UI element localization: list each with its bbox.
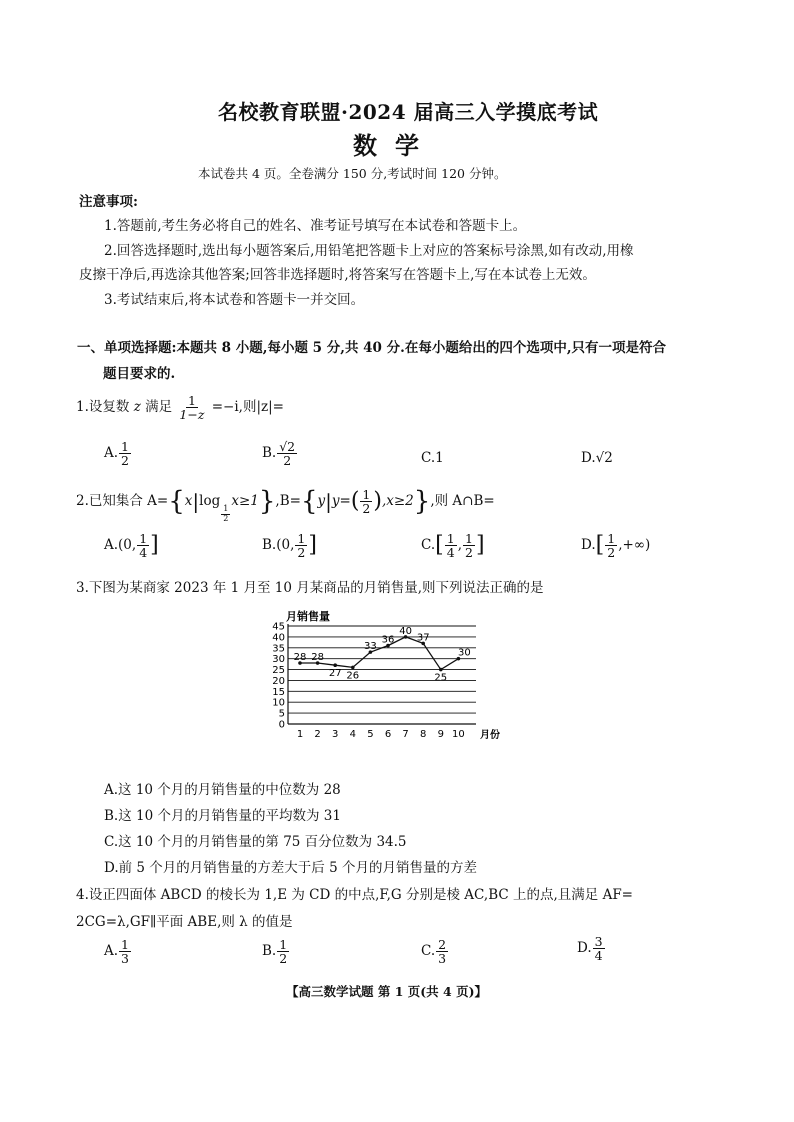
chart-data-label: 27 <box>328 668 342 680</box>
q3-option-c: C.这 10 个月的月销售量的第 75 百分位数为 34.5 <box>104 834 407 850</box>
q2-c-frac2 <box>463 532 475 559</box>
note-item-2: 2.回答选择题时,选出每小题答案后,用铅笔把答题卡上对应的答案标号涂黑,如有改动,用橡 <box>104 243 634 259</box>
q4-b-den: 2 <box>279 951 288 967</box>
q4-a-den: 3 <box>121 951 129 967</box>
chart-ytick-label: 35 <box>272 643 285 655</box>
chart-ytick-label: 0 <box>278 719 285 731</box>
chart-data-label: 26 <box>346 670 360 682</box>
q4-a-num: 1 <box>121 937 129 952</box>
chart-data-point <box>439 668 443 672</box>
q2-d-tail: ,+∞) <box>618 537 651 554</box>
chart-xtick-label: 7 <box>402 729 409 740</box>
q2-b-opt-den: 2 <box>297 545 306 561</box>
chart-xtick-label: 4 <box>349 729 356 740</box>
q1-b-label: B. <box>262 445 277 462</box>
q1-a-label: A. <box>104 445 119 462</box>
q1-a-frac <box>119 440 131 467</box>
q4-d-num: 3 <box>594 934 603 949</box>
q2-log: log <box>199 493 221 510</box>
q2-b-num: 1 <box>362 487 371 502</box>
q2-c2-num: 1 <box>464 531 473 546</box>
chart-data-label: 30 <box>458 647 471 659</box>
q1-mid: 满足 <box>145 399 173 416</box>
q4-option-b <box>262 938 290 965</box>
q4-a-label: A. <box>104 943 119 960</box>
q4-c-frac <box>436 938 448 965</box>
chart-ytick-label: 30 <box>272 654 285 666</box>
q1-option-d: D.√2 <box>581 450 613 466</box>
q2-suffix: ,则 A∩B= <box>430 493 495 510</box>
q2-a-frac <box>137 532 149 559</box>
chart-ytick-label: 45 <box>272 621 285 633</box>
q2-option-b <box>262 532 317 559</box>
q2-b-label: B.(0, <box>262 537 295 554</box>
q2-option-c: C.[ $\frac{1}{4}$ , $\frac{1}{2}$ ] <box>421 531 485 561</box>
question-3-stem: 3.下图为某商家 2023 年 1 月至 10 月某商品的月销售量,则下列说法正确的是 <box>76 580 544 596</box>
q4-c-den: 3 <box>438 951 447 967</box>
q4-c-num: 2 <box>438 937 447 952</box>
chart-ytick-label: 15 <box>272 686 285 698</box>
q2-c2-den: 2 <box>464 545 473 561</box>
chart-xtick-label: 5 <box>367 729 374 740</box>
sales-line-chart <box>268 606 504 742</box>
chart-data-label: 25 <box>434 672 448 684</box>
chart-ytick-label: 10 <box>272 697 285 709</box>
notes-heading: 注意事项: <box>79 194 138 210</box>
chart-data-point <box>333 663 337 667</box>
chart-xticks <box>297 729 465 740</box>
q4-d-frac <box>593 935 605 962</box>
chart-data-labels <box>294 626 471 684</box>
note-item-2-cont: 皮擦干净后,再选涂其他答案;回答非选择题时,将答案写在答题卡上,写在本试卷上无效。 <box>79 267 596 283</box>
chart-xtick-label: 8 <box>420 729 427 740</box>
q4-b-label: B. <box>262 943 277 960</box>
q2-paren-close: ) <box>373 488 382 514</box>
q2-d-frac <box>605 532 617 559</box>
q1-suffix: =−i,则|z|= <box>211 399 284 416</box>
q2-c-label: C. <box>421 537 436 554</box>
q2-c1-num: 1 <box>446 531 455 546</box>
chart-ytick-label: 40 <box>272 632 285 644</box>
chart-ytick-label: 25 <box>272 665 285 677</box>
q2-option-d <box>581 532 650 559</box>
q2-a-cond: x≥1 <box>231 493 259 510</box>
q2-d-open: [ <box>595 532 605 558</box>
q2-b-eq: ,B= <box>275 493 301 510</box>
q1-b-den: 2 <box>283 453 292 469</box>
exam-title: 名校教育联盟·2024 届高三入学摸底考试 <box>218 100 599 124</box>
q2-a-bar: | <box>192 489 200 514</box>
q2-log-base <box>221 505 230 523</box>
chart-data-label: 40 <box>399 625 412 637</box>
q2-b-den: 2 <box>362 501 371 517</box>
q2-b-brace-open: { <box>300 486 318 517</box>
q2-b-opt-num: 1 <box>297 531 306 546</box>
chart-yticks <box>272 622 285 731</box>
q4-b-num: 1 <box>279 937 288 952</box>
chart-data-point <box>351 666 355 670</box>
q1-prefix: 1.设复数 <box>76 399 130 416</box>
q2-b-var: y <box>317 493 326 510</box>
q2-c-open: [ <box>435 532 444 558</box>
q1-num: 1 <box>187 393 196 408</box>
q3-option-a: A.这 10 个月的月销售量的中位数为 28 <box>104 782 341 798</box>
q4-c-label: C. <box>421 943 436 960</box>
q4-d-den: 4 <box>594 948 603 964</box>
q4-b-frac <box>277 938 289 965</box>
chart-xlabel: 月份 <box>480 730 500 741</box>
q2-b-close: ] <box>308 532 317 558</box>
q1-option-b <box>262 440 298 467</box>
chart-ytick-label: 5 <box>278 708 285 720</box>
q1-option-c: C.1 <box>421 450 444 466</box>
q2-a-label: A.(0, <box>104 537 137 554</box>
q1-a-num: 1 <box>121 439 129 454</box>
q2-b-y: y= <box>331 493 351 510</box>
note-item-1: 1.答题前,考生务必将自己的姓名、准考证号填写在本试卷和答题卡上。 <box>104 218 527 234</box>
page-footer: 【高三数学试题 第 1 页(共 4 页)】 <box>286 984 487 999</box>
q2-a-close: ] <box>150 532 159 558</box>
chart-data-label: 28 <box>311 652 324 664</box>
section-heading: 一、单项选择题:本题共 8 小题,每小题 5 分,共 40 分.在每小题给出的四个选项中,只有一项是符合 <box>77 340 667 356</box>
exam-info: 本试卷共 4 页。全卷满分 150 分,考试时间 120 分钟。 <box>198 166 507 181</box>
chart-data-label: 28 <box>293 652 307 664</box>
q2-d-den: 2 <box>607 545 616 561</box>
q2-d-num: 1 <box>607 531 616 546</box>
q3-option-b: B.这 10 个月的月销售量的平均数为 31 <box>104 808 341 824</box>
chart-xtick-label: 6 <box>384 729 392 740</box>
q2-c1-den: 4 <box>446 545 455 561</box>
q2-b-frac <box>360 488 372 515</box>
question-2-stem <box>76 488 495 523</box>
q1-den: 1−z <box>179 407 205 423</box>
q2-brace-close: } <box>258 486 276 517</box>
chart-xtick-label: 3 <box>332 729 339 740</box>
q4-d-label: D. <box>577 940 592 957</box>
chart-data-label: 33 <box>364 641 377 653</box>
q2-brace-open: { <box>168 486 185 517</box>
q2-b-bar: | <box>325 489 332 514</box>
q2-a-var: x <box>184 493 193 510</box>
q1-var: z <box>133 399 141 416</box>
question-4-stem-cont: 2CG=λ,GF∥平面 ABE,则 λ 的值是 <box>76 914 293 930</box>
q2-base-num: 1 <box>223 504 229 514</box>
q4-a-frac <box>119 938 131 965</box>
question-1-stem <box>76 394 284 421</box>
q2-d-label: D. <box>581 537 596 554</box>
note-item-3: 3.考试结束后,将本试卷和答题卡一并交回。 <box>104 292 365 308</box>
q2-b-brace-close: } <box>413 486 431 517</box>
q2-b-cond: ,x≥2 <box>381 493 414 510</box>
q4-option-d <box>577 935 606 962</box>
q2-a-num: 1 <box>139 531 148 546</box>
chart-xtick-label: 9 <box>437 729 444 740</box>
q2-c-frac1 <box>445 532 457 559</box>
chart-xtick-label: 2 <box>314 729 321 740</box>
q4-option-a <box>104 938 132 965</box>
q1-a-den: 2 <box>121 453 129 469</box>
q2-c-close: ] <box>475 532 485 558</box>
q2-option-a <box>104 532 159 559</box>
q2-base-den: 2 <box>223 513 229 523</box>
question-4-stem: 4.设正四面体 ABCD 的棱长为 1,E 为 CD 的中点,F,G 分别是棱 AC,BC 上的点,且满足 AF= <box>76 887 633 903</box>
chart-ytick-label: 20 <box>272 675 285 687</box>
q1-fraction <box>177 394 206 421</box>
q4-option-c <box>421 938 449 965</box>
q1-b-num: √2 <box>279 439 296 454</box>
q3-option-d: D.前 5 个月的月销售量的方差大于后 5 个月的月销售量的方差 <box>104 860 477 876</box>
q1-b-frac <box>277 440 297 467</box>
chart-data-label: 36 <box>381 634 395 646</box>
chart-data-label: 37 <box>416 632 430 644</box>
q2-a-den: 4 <box>139 545 148 561</box>
section-heading-cont: 题目要求的. <box>103 366 176 382</box>
q2-paren-open: ( <box>350 488 360 514</box>
q2-prefix: 2.已知集合 A= <box>76 493 169 510</box>
chart-xtick-label: 10 <box>452 729 465 740</box>
q1-option-a <box>104 440 132 467</box>
chart-ylabel: 月销售量 <box>286 610 330 623</box>
chart-xtick-label: 1 <box>296 729 304 740</box>
subject-title: 数学 <box>353 131 437 160</box>
q2-b-opt-frac <box>295 532 307 559</box>
